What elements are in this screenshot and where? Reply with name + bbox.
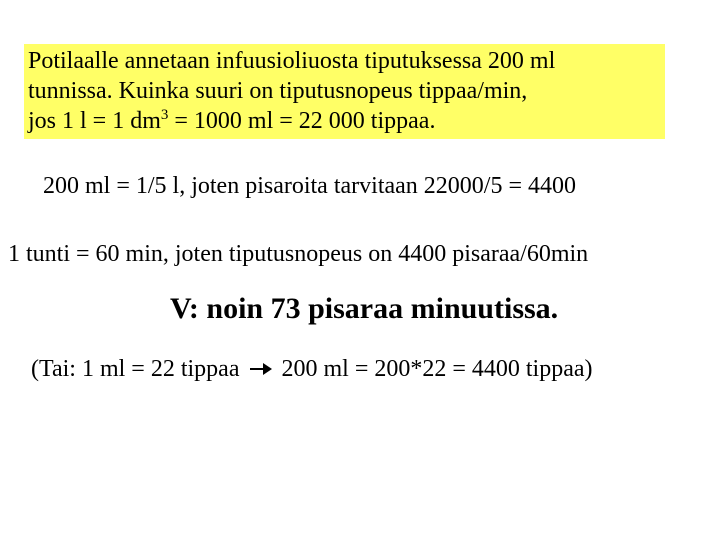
alternative-end: 200 ml = 200*22 = 4400 tippaa) [281, 356, 593, 382]
question-line-3-end: = 1000 ml = 22 000 tippaa. [168, 108, 436, 134]
solution-step-1: 200 ml = 1/5 l, joten pisaroita tarvitaan 22000/5 = 4400 [43, 173, 576, 199]
cubic-superscript: 3 [160, 107, 169, 123]
question-box [24, 44, 665, 139]
question-line-3 [28, 106, 661, 136]
arrow-right-icon [249, 361, 273, 377]
solution-step-2: 1 tunti = 60 min, joten tiputusnopeus on 4400 pisaraa/60min [8, 241, 589, 267]
alternative-solution [31, 354, 593, 384]
question-line-3-start: jos 1 l = 1 dm [28, 108, 161, 134]
answer-text: V: noin 73 pisaraa minuutissa. [170, 292, 559, 325]
alternative-start: (Tai: 1 ml = 22 tippaa [31, 356, 240, 382]
question-line-2: tunnissa. Kuinka suuri on tiputusnopeus tippaa/min, [28, 78, 528, 104]
question-line-1: Potilaalle annetaan infuusioliuosta tiputuksessa 200 ml [28, 48, 556, 74]
